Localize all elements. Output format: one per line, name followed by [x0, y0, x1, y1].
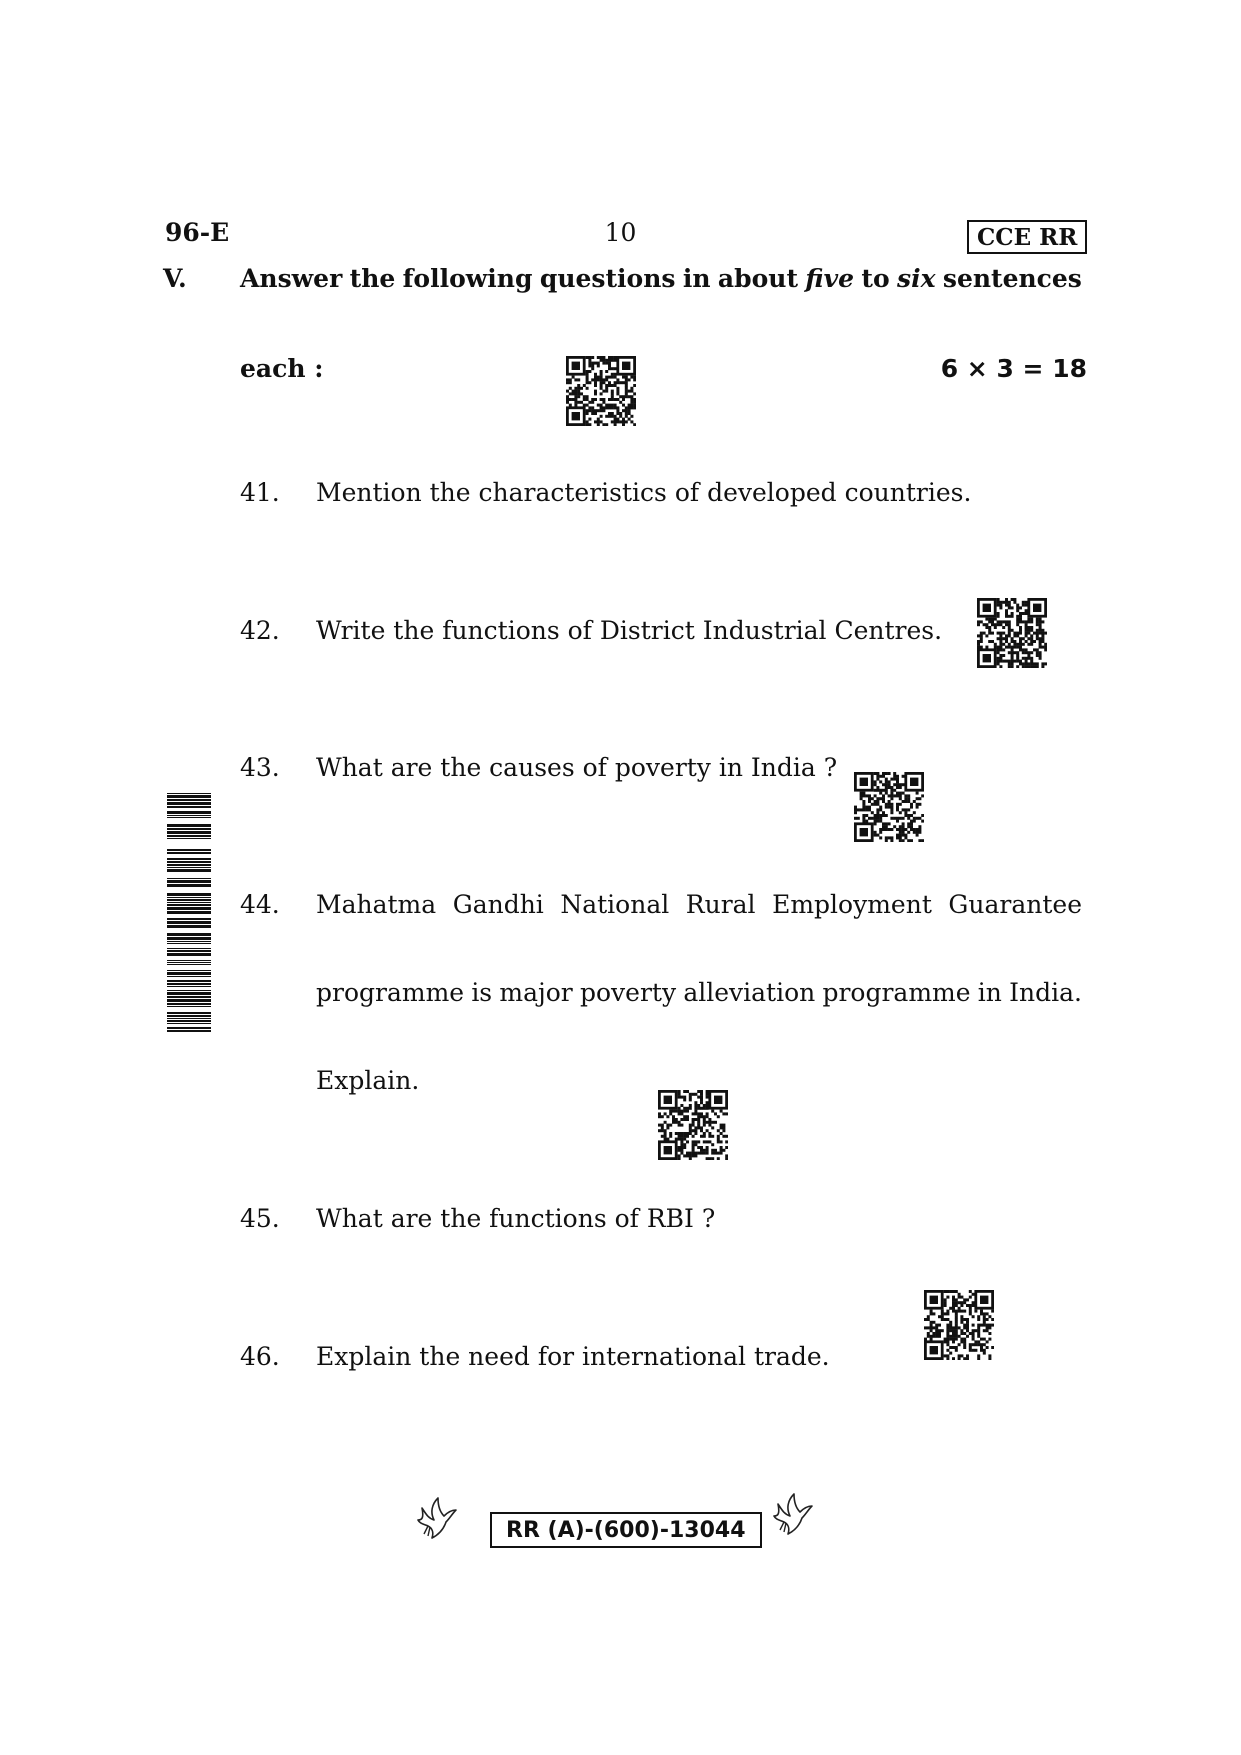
- question-number: 41.: [240, 478, 280, 507]
- section-number: V.: [163, 264, 187, 293]
- dove-icon: [414, 1494, 460, 1544]
- question-word: National: [560, 890, 670, 919]
- footer-code: RR (A)-(600)-13044: [490, 1512, 762, 1548]
- instruction-word: questions: [539, 264, 676, 293]
- page-number: 10: [604, 218, 637, 247]
- instruction-word: Answer: [240, 264, 343, 293]
- question-word: Guarantee: [948, 890, 1082, 919]
- question-word: major: [499, 978, 573, 1007]
- section-marks: 6 × 3 = 18: [940, 354, 1087, 383]
- question-word: in: [977, 978, 1002, 1007]
- instruction-word-italic: five: [805, 264, 854, 293]
- instruction-word: to: [861, 264, 890, 293]
- question-word: Employment: [772, 890, 932, 919]
- qr-code-icon: [658, 1090, 728, 1160]
- series-label: CCE RR: [967, 220, 1087, 254]
- question-number: 46.: [240, 1342, 280, 1371]
- question-text-line: [316, 978, 1082, 1007]
- paper-code: 96-E: [165, 218, 230, 247]
- instruction-word-italic: six: [897, 264, 936, 293]
- question-text: What are the functions of RBI ?: [316, 1204, 716, 1233]
- question-word: is: [471, 978, 493, 1007]
- instruction-word: following: [402, 264, 533, 293]
- question-text: Write the functions of District Industrial Centres.: [316, 616, 943, 645]
- question-word: poverty: [579, 978, 677, 1007]
- section-instruction-end: each :: [240, 354, 324, 383]
- question-word: programme: [316, 978, 465, 1007]
- section-instruction: [240, 264, 1082, 293]
- question-word: India.: [1009, 978, 1082, 1007]
- question-text: Mention the characteristics of developed countries.: [316, 478, 972, 507]
- question-number: 42.: [240, 616, 280, 645]
- question-text: What are the causes of poverty in India ?: [316, 753, 838, 782]
- question-text: Explain the need for international trade.: [316, 1342, 830, 1371]
- instruction-word: in: [682, 264, 711, 293]
- question-word: Gandhi: [452, 890, 544, 919]
- question-text-line: [316, 890, 1082, 919]
- instruction-word: the: [349, 264, 396, 293]
- qr-code-icon: [924, 1290, 994, 1360]
- question-word: Rural: [685, 890, 756, 919]
- question-number: 45.: [240, 1204, 280, 1233]
- barcode-icon: [167, 793, 211, 1035]
- question-word: programme: [822, 978, 971, 1007]
- qr-code-icon: [566, 356, 636, 426]
- question-number: 43.: [240, 753, 280, 782]
- instruction-word: sentences: [942, 264, 1082, 293]
- qr-code-icon: [977, 598, 1047, 668]
- dove-icon: [770, 1490, 816, 1540]
- question-number: 44.: [240, 890, 280, 919]
- question-word: Mahatma: [316, 890, 437, 919]
- question-word: alleviation: [683, 978, 816, 1007]
- qr-code-icon: [854, 772, 924, 842]
- instruction-word: about: [717, 264, 798, 293]
- question-text-line: Explain.: [316, 1066, 420, 1095]
